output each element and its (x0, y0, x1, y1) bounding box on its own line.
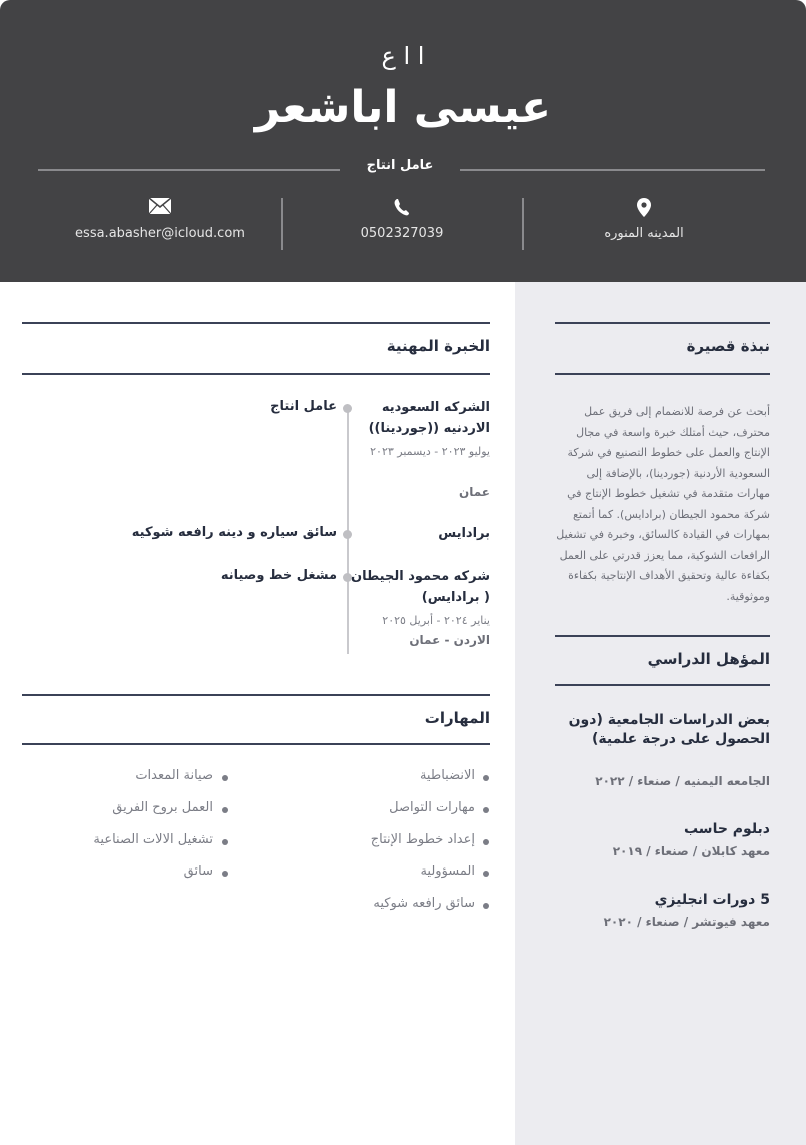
title-divider-right (460, 169, 765, 171)
skill-item: سائق (183, 864, 213, 879)
education-degree: بعض الدراسات الجامعية (دون الحصول على درجة علمية) (568, 712, 770, 747)
summary-text: أبحث عن فرصة للانضمام إلى فريق عمل محترف، حيث أمتلك خبرة واسعة في مجال الإنتاج والعمل على خطوط التصنيع في شركة السعودية الأردنية (جوردينا)، بالإضافة إلى مهارات متقدمة في تشغيل خطوط الإنتاج في شركة محمود الجيطان (برادايس). كما أتمتع بمهارات في القيادة كالسائق، وخبرة في تشغيل الرافعات الشوكية، مما يعزز قدرتي على العمل بكفاءة عالية وتحقيق الأهداف الإنتاجية بكفاءة وموثوقية. (556, 405, 770, 603)
contact-email[interactable] (40, 198, 280, 241)
experience-dates: يوليو ٢٠٢٣ - ديسمبر ٢٠٢٣ (370, 445, 490, 458)
education-place: الجامعه اليمنيه / صنعاء / ٢٠٢٢ (595, 774, 770, 788)
bullet-icon (222, 807, 228, 813)
experience-role: سائق سياره و دينه رافعه شوكيه (131, 525, 337, 540)
skill-item: مهارات التواصل (389, 800, 475, 815)
section-rule (555, 373, 770, 375)
section-rule (555, 322, 770, 324)
header-banner (0, 0, 806, 282)
contact-city (524, 198, 764, 241)
bullet-icon (483, 775, 489, 781)
bullet-icon (483, 903, 489, 909)
skill-item: تشغيل الالات الصناعية (93, 832, 213, 847)
city-text: المدينه المنوره (604, 226, 684, 241)
experience-heading: الخبرة المهنية (386, 337, 490, 355)
experience-company: شركه محمود الجيطان ( برادايس) (351, 569, 490, 605)
experience-role: عامل انتاج (270, 399, 337, 414)
experience-role: مشغل خط وصيانه (220, 568, 337, 583)
skill-item: الانضباطية (419, 768, 475, 783)
name-monogram: ا ا ع (381, 42, 425, 70)
section-rule (555, 635, 770, 637)
education-degree: 5 دورات انجليزي (654, 892, 770, 908)
experience-dates: يناير ٢٠٢٤ - أبريل ٢٠٢٥ (382, 614, 490, 627)
skill-item: العمل بروح الفريق (112, 800, 213, 815)
email-text: essa.abasher@icloud.com (75, 226, 245, 241)
bullet-icon (483, 839, 489, 845)
section-rule (22, 373, 490, 375)
experience-company: برادايس (438, 526, 490, 541)
job-title: عامل انتاج (366, 158, 434, 173)
full-name: عيسى اباشعر (254, 82, 552, 133)
bullet-icon (483, 807, 489, 813)
title-divider-left (38, 169, 340, 171)
education-place: معهد كابلان / صنعاء / ٢٠١٩ (612, 844, 770, 858)
contact-phone[interactable] (282, 198, 522, 241)
bullet-icon (222, 871, 228, 877)
experience-company: الشركه السعوديه الاردنيه ((جوردينا)) (368, 400, 490, 436)
bullet-icon (483, 871, 489, 877)
skill-item: سائق رافعه شوكيه (373, 896, 475, 911)
skills-heading: المهارات (424, 709, 490, 727)
section-rule (22, 322, 490, 324)
education-degree: دبلوم حاسب (683, 821, 770, 837)
envelope-icon (40, 198, 280, 220)
summary-heading: نبذة قصيرة (686, 337, 770, 355)
bullet-icon (222, 839, 228, 845)
section-rule (22, 743, 490, 745)
phone-icon (282, 198, 522, 220)
experience-location: عمان (459, 485, 490, 499)
education-heading: المؤهل الدراسي (647, 650, 770, 668)
education-place: معهد فيوتشر / صنعاء / ٢٠٢٠ (603, 915, 770, 929)
phone-text: 0502327039 (360, 226, 444, 241)
skill-item: المسؤولية (420, 864, 475, 879)
section-rule (22, 694, 490, 696)
skill-item: صيانة المعدات (135, 768, 213, 783)
section-rule (555, 684, 770, 686)
experience-location: الاردن - عمان (409, 633, 490, 647)
skill-item: إعداد خطوط الإنتاج (370, 832, 475, 847)
location-pin-icon (524, 198, 764, 220)
bullet-icon (222, 775, 228, 781)
